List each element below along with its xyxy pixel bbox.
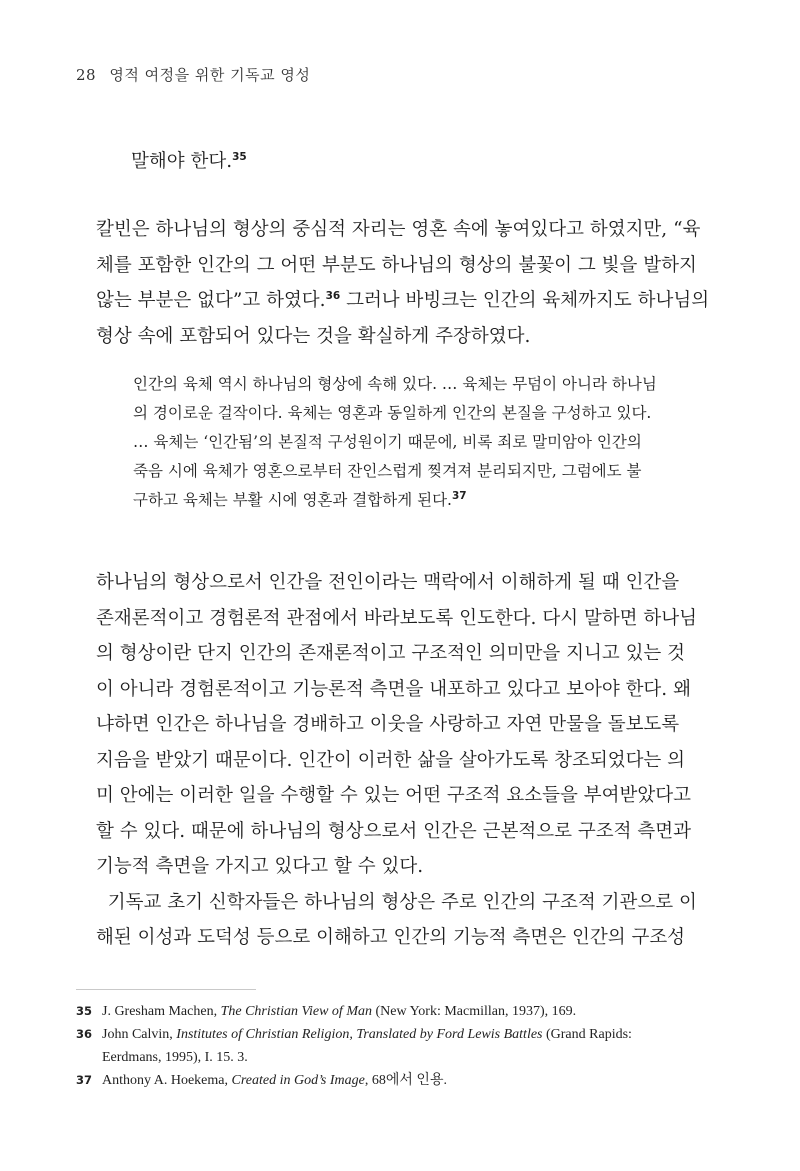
footnote-title: The Christian View of Man bbox=[220, 1004, 372, 1019]
footnote-number: 37 bbox=[76, 1073, 93, 1087]
quote-line bbox=[133, 486, 678, 515]
footnote-ref-35[interactable]: 35 bbox=[232, 150, 247, 163]
footnote-number: 36 bbox=[76, 1027, 93, 1041]
text-line: 냐하면 인간은 하나님을 경배하고 이웃을 사랑하고 자연 만물을 돌보도록 bbox=[96, 714, 680, 735]
text-line: 할 수 있다. 때문에 하나님의 형상으로서 인간은 근본적으로 구조적 측면과 bbox=[96, 820, 691, 842]
continued-sentence bbox=[131, 144, 748, 180]
block-quote bbox=[133, 370, 678, 515]
text-line bbox=[96, 283, 713, 319]
text-segment: 않는 부분은 없다”고 하였다. bbox=[96, 290, 326, 311]
paragraph-calvin-bavinck bbox=[96, 212, 713, 354]
footnote-text: , 68에서 인용. bbox=[364, 1073, 447, 1088]
text-line: 기능적 측면을 가지고 있다고 할 수 있다. bbox=[96, 856, 424, 877]
quote-last-text: 구하고 육체는 부활 시에 영혼과 결합하게 된다. bbox=[133, 491, 452, 509]
footnote-text: Anthony A. Hoekema, bbox=[102, 1073, 232, 1088]
continued-text: 말해야 한다. bbox=[131, 151, 233, 172]
quote-line: 죽음 시에 육체가 영혼으로부터 잔인스럽게 찢겨져 분리되지만, 그럼에도 불 bbox=[133, 462, 642, 480]
footnotes bbox=[76, 1000, 696, 1092]
footnote-36 bbox=[76, 1023, 696, 1046]
footnote-number: 35 bbox=[76, 1004, 93, 1018]
text-line: 칼빈은 하나님의 형상의 중심적 자리는 영혼 속에 놓여있다고 하였지만, “육 bbox=[96, 219, 701, 240]
text-line: 이 아니라 경험론적이고 기능론적 측면을 내포하고 있다고 보아야 한다. 왜 bbox=[96, 678, 691, 700]
text-line: 해된 이성과 도덕성 등으로 이해하고 인간의 기능적 측면은 인간의 구조성 bbox=[96, 927, 686, 948]
footnote-title: Created in God’s Image bbox=[231, 1073, 365, 1088]
footnote-text: (New York: Macmillan, 1937), 169. bbox=[372, 1004, 577, 1019]
text-line: 형상 속에 포함되어 있다는 것을 확실하게 주장하였다. bbox=[96, 325, 531, 347]
footnote-ref-36[interactable]: 36 bbox=[325, 289, 341, 302]
text-segment: 그러나 바빙크는 인간의 육체까지도 하나님의 bbox=[340, 290, 710, 311]
footnote-text: J. Gresham Machen, bbox=[102, 1004, 221, 1019]
text-line: 존재론적이고 경험론적 관점에서 바라보도록 인도한다. 다시 말하면 하나님 bbox=[96, 607, 698, 629]
footnote-ref-37[interactable]: 37 bbox=[451, 489, 467, 502]
text-line: 미 안에는 이러한 일을 수행할 수 있는 어떤 구조적 요소들을 부여받았다고 bbox=[96, 785, 691, 806]
text-line: 지음을 받았기 때문이다. 인간이 이러한 삶을 살아가도록 창조되었다는 의 bbox=[96, 749, 686, 771]
footnote-text: John Calvin, bbox=[102, 1027, 177, 1042]
text-line: 하나님의 형상으로서 인간을 전인이라는 맥락에서 이해하게 될 때 인간을 bbox=[96, 572, 680, 593]
footnote-35 bbox=[76, 1000, 696, 1023]
footnote-37 bbox=[76, 1069, 696, 1092]
quote-line: 인간의 육체 역시 하나님의 형상에 속해 있다. … 육체는 무덤이 아니라 하나님 bbox=[133, 375, 657, 393]
footnote-text: (Grand Rapids: bbox=[542, 1027, 632, 1042]
text-line: 기독교 초기 신학자들은 하나님의 형상은 주로 인간의 구조적 기관으로 이 bbox=[96, 891, 697, 913]
text-line: 의 형상이란 단지 인간의 존재론적이고 구조적인 의미만을 지니고 있는 것 bbox=[96, 643, 686, 664]
quote-line: 의 경이로운 걸작이다. 육체는 영혼과 동일하게 인간의 본질을 구성하고 있다. bbox=[133, 404, 652, 422]
paragraph-image-of-god bbox=[96, 565, 713, 956]
running-title: 영적 여정을 위한 기독교 영성 bbox=[109, 66, 311, 84]
footnote-title: Institutes of Christian Religion, Translated by Ford Lewis Battles bbox=[176, 1027, 543, 1042]
text-line: 체를 포함한 인간의 그 어떤 부분도 하나님의 형상의 불꽃이 그 빛을 발하지 bbox=[96, 254, 697, 276]
running-header bbox=[76, 64, 310, 85]
page-number: 28 bbox=[76, 66, 97, 84]
quote-line: … 육체는 ‘인간됨’의 본질적 구성원이기 때문에, 비록 죄로 말미암아 인간의 bbox=[133, 433, 642, 451]
footnote-divider bbox=[76, 989, 256, 990]
footnote-36-continued: Eerdmans, 1995), I. 15. 3. bbox=[102, 1050, 248, 1065]
